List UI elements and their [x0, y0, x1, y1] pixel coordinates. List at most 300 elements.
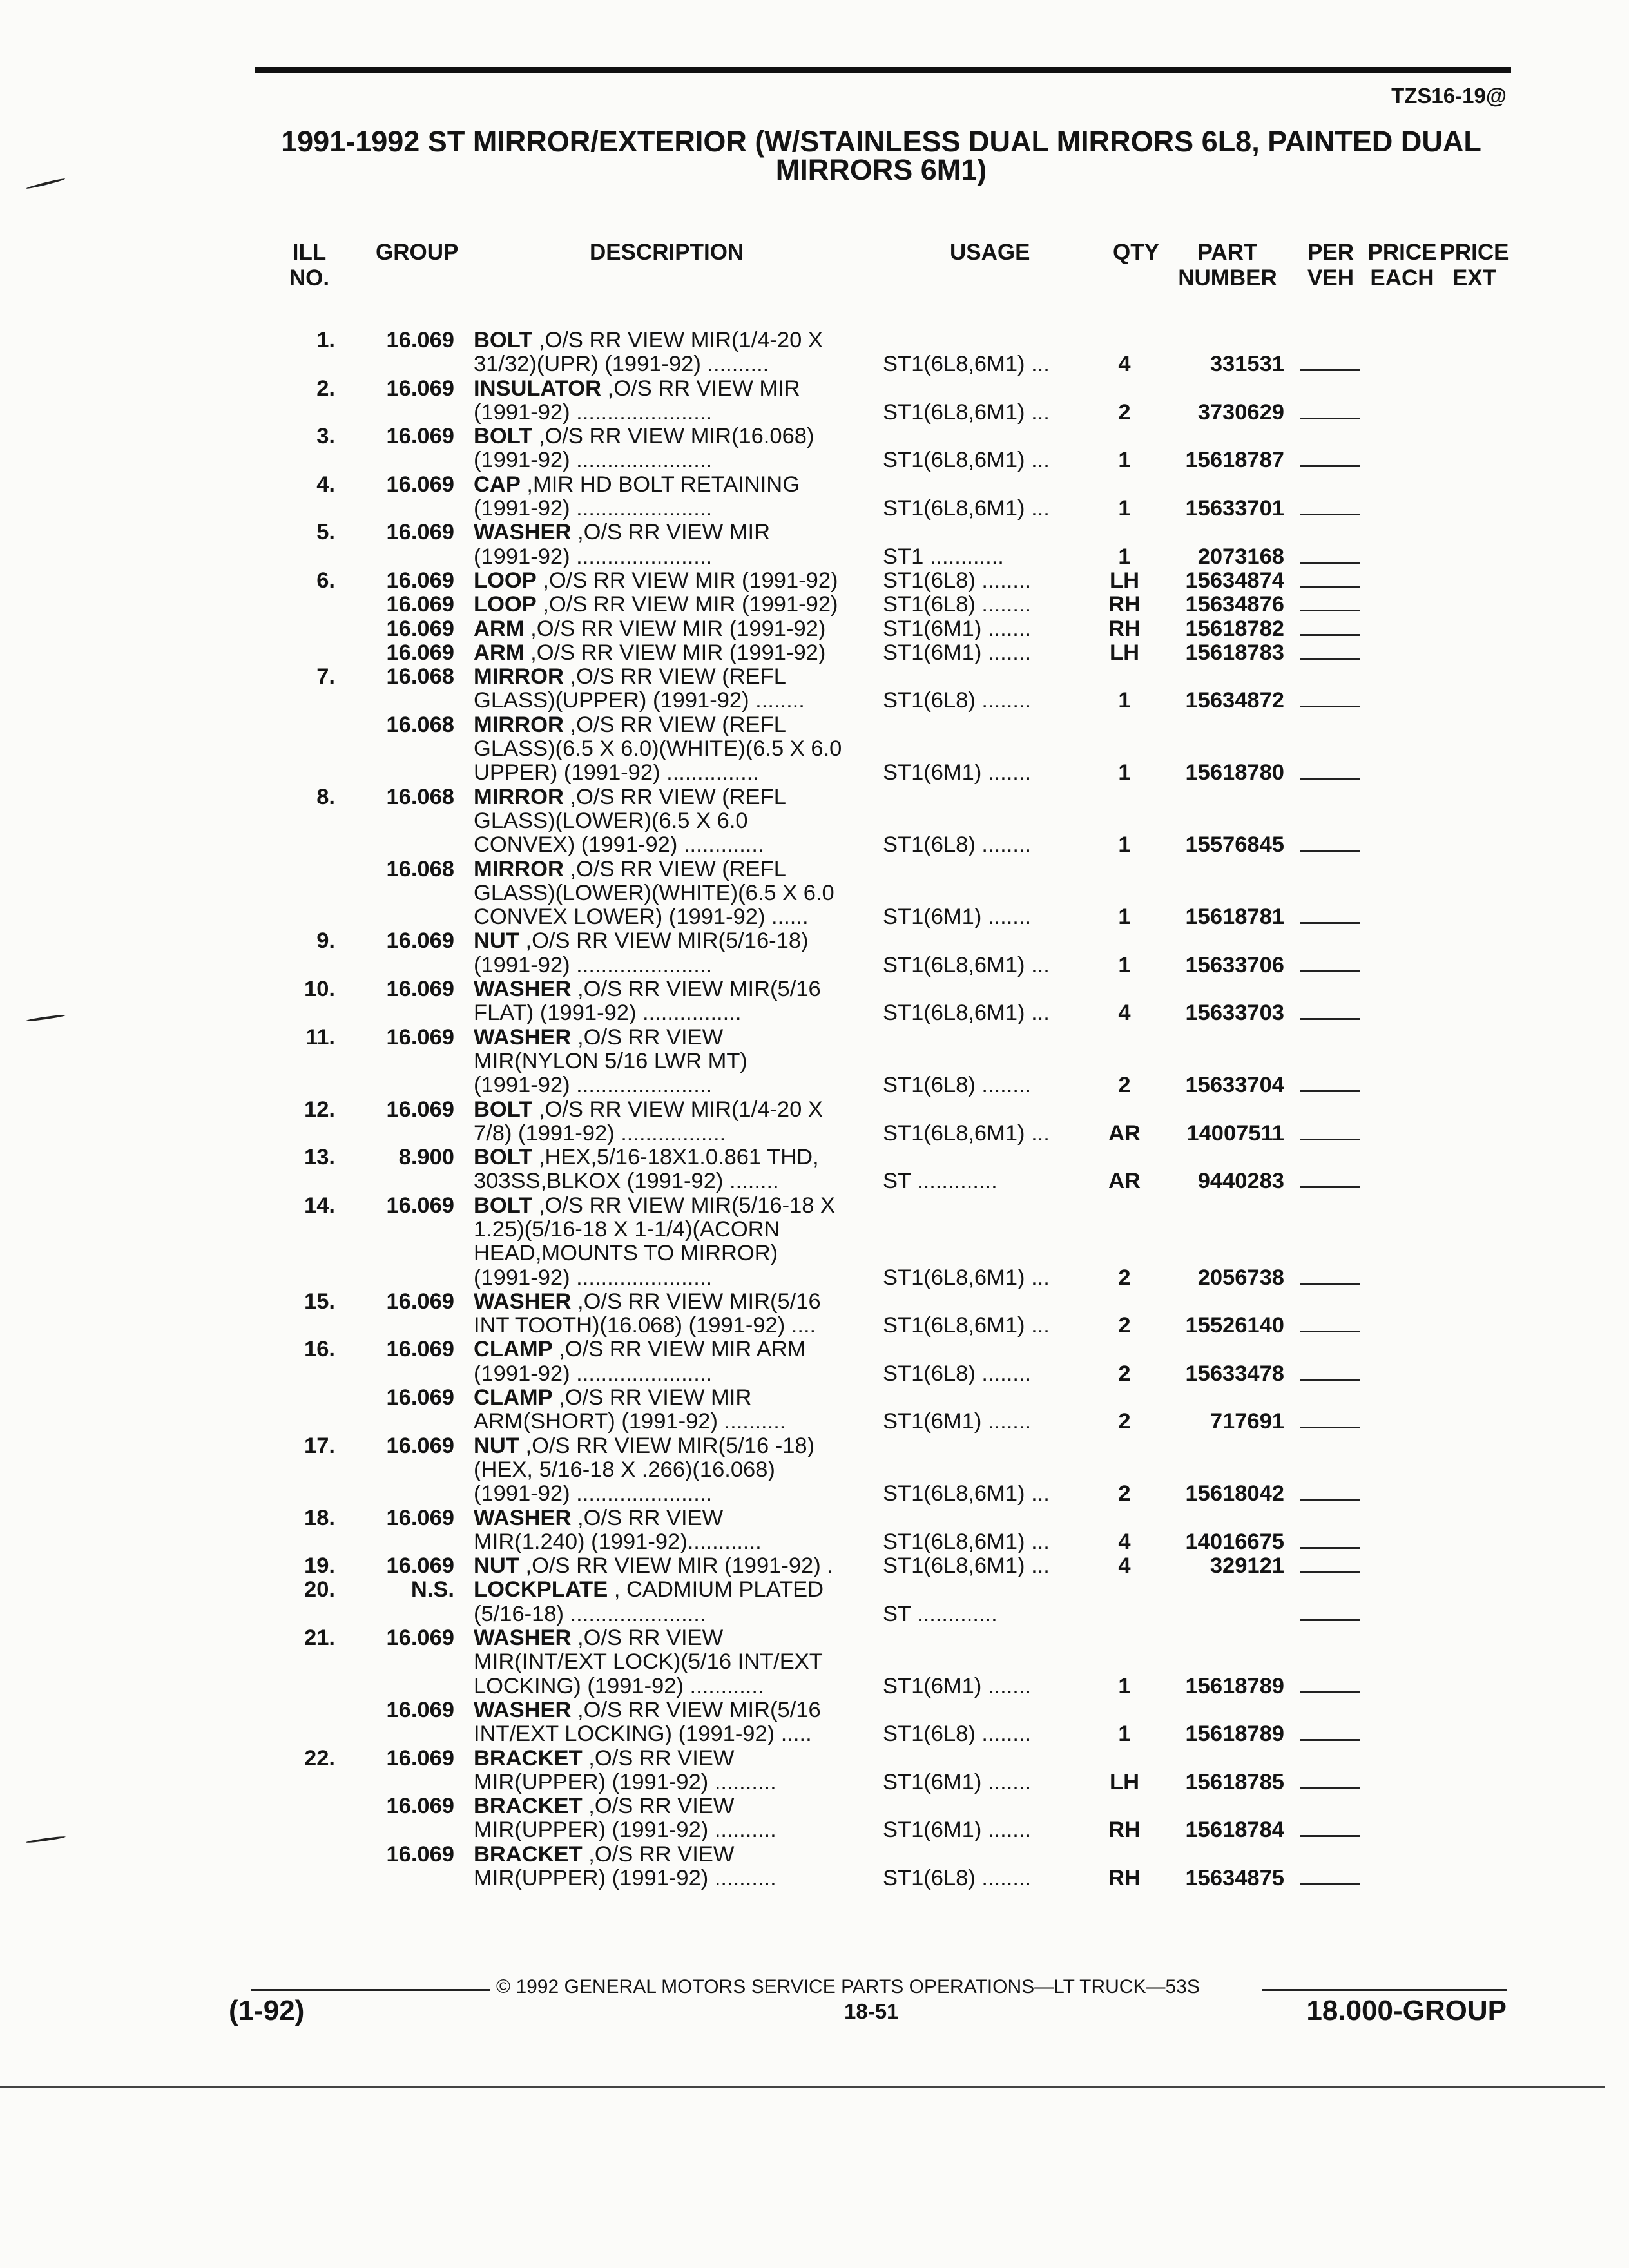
part-number: 15633478: [1185, 1361, 1284, 1386]
table-row-line: [0, 352, 1629, 376]
usage: ST1(6M1) .......: [883, 640, 1032, 665]
ill-number: 18.: [304, 1505, 335, 1530]
price-ext-blank: [1300, 617, 1360, 636]
table-row-line: [0, 1867, 1629, 1890]
description: (1991-92) ......................: [474, 400, 713, 425]
description: (1991-92) ......................: [474, 953, 713, 977]
qty: RH: [1108, 1866, 1141, 1890]
group-code: 16.069: [386, 376, 454, 401]
usage: ST1(6L8,6M1) ...: [883, 1482, 1050, 1506]
ill-number: 11.: [305, 1024, 335, 1050]
group-code: 16.069: [386, 472, 454, 497]
part-number: 15618783: [1185, 640, 1284, 665]
description: WASHER ,O/S RR VIEW MIR(5/16: [474, 977, 821, 1002]
description: (1991-92) ......................: [474, 1265, 713, 1290]
qty: 2: [1118, 1481, 1131, 1506]
usage: ST1(6L8) ........: [883, 1722, 1032, 1747]
ill-number: 8.: [316, 784, 335, 809]
price-ext-blank: [1300, 641, 1360, 660]
part-number: 15634875: [1185, 1866, 1284, 1890]
table-row-line: [0, 1218, 1629, 1242]
usage: ST1(6L8) ........: [883, 568, 1032, 593]
table-row-line: [0, 1818, 1629, 1842]
part-number: 15618784: [1185, 1818, 1284, 1843]
table-row-line: [0, 1578, 1629, 1602]
description: MIR(NYLON 5/16 LWR MT): [474, 1049, 747, 1073]
ill-number: 15.: [304, 1289, 335, 1314]
qty: 2: [1118, 1073, 1131, 1098]
table-row-line: [0, 1458, 1629, 1482]
table-row-line: [0, 1290, 1629, 1314]
description: FLAT) (1991-92) ................: [474, 1001, 742, 1026]
table-row-line: [0, 569, 1629, 593]
table-row-line: [0, 1050, 1629, 1073]
table-row-line: [0, 833, 1629, 857]
group-code: 16.069: [386, 1289, 454, 1314]
usage: ST .............: [883, 1169, 998, 1194]
part-number: 15618781: [1185, 905, 1284, 930]
ill-number: 10.: [304, 977, 335, 1002]
part-number: 15618787: [1185, 448, 1284, 473]
qty: 4: [1118, 352, 1131, 377]
table-row-line: [0, 1626, 1629, 1650]
ill-number: 3.: [316, 424, 335, 449]
group-code: 16.069: [386, 1337, 454, 1362]
table-row-line: [0, 641, 1629, 665]
description: CLAMP ,O/S RR VIEW MIR ARM: [474, 1338, 806, 1362]
description: 7/8) (1991-92) .................: [474, 1121, 726, 1146]
qty: 2: [1118, 399, 1131, 425]
usage: ST1(6L8) ........: [883, 833, 1032, 858]
table-row-line: [0, 737, 1629, 761]
table-row-line: [0, 425, 1629, 448]
part-number: 15618789: [1185, 1673, 1284, 1698]
usage: ST1(6L8,6M1) ...: [883, 1554, 1050, 1579]
description: MIRROR ,O/S RR VIEW (REFL: [474, 785, 786, 809]
description: (1991-92) ......................: [474, 448, 713, 473]
description: MIRROR ,O/S RR VIEW (REFL: [474, 713, 786, 737]
table-row-line: [0, 329, 1629, 352]
table-row-line: [0, 809, 1629, 833]
description: WASHER ,O/S RR VIEW: [474, 1025, 724, 1050]
group-code: 16.068: [386, 784, 454, 809]
usage: ST1 ............: [883, 544, 1004, 569]
description: LOCKPLATE , CADMIUM PLATED: [474, 1578, 824, 1602]
table-row-line: [0, 689, 1629, 713]
qty: 1: [1118, 905, 1131, 930]
group-code: 16.069: [386, 1745, 454, 1771]
group-code: 16.069: [386, 1505, 454, 1530]
group-code: 16.069: [386, 520, 454, 545]
description: WASHER ,O/S RR VIEW: [474, 1506, 724, 1530]
part-number: 15618789: [1185, 1722, 1284, 1747]
part-number: 329121: [1210, 1553, 1284, 1579]
part-number: 14007511: [1186, 1120, 1284, 1146]
qty: 2: [1118, 1409, 1131, 1434]
qty: LH: [1110, 640, 1139, 665]
ill-number: 1.: [316, 328, 335, 352]
table-row-line: [0, 1771, 1629, 1794]
table-row-line: [0, 593, 1629, 617]
part-number: 14016675: [1185, 1529, 1284, 1554]
table-row-line: [0, 1434, 1629, 1458]
price-ext-blank: [1300, 1169, 1360, 1188]
table-row-line: [0, 1098, 1629, 1122]
qty: RH: [1108, 1818, 1141, 1843]
group-code: 16.069: [386, 928, 454, 954]
group-code: 8.900: [398, 1145, 454, 1170]
description: BRACKET ,O/S RR VIEW: [474, 1842, 735, 1867]
description: GLASS)(UPPER) (1991-92) ........: [474, 689, 805, 713]
usage: ST1(6L8) ........: [883, 593, 1032, 617]
description: MIR(UPPER) (1991-92) ..........: [474, 1818, 776, 1843]
price-ext-blank: [1300, 761, 1360, 780]
table-row-line: [0, 401, 1629, 425]
ill-number: 21.: [304, 1626, 335, 1651]
price-ext-blank: [1300, 1410, 1360, 1428]
ill-number: 6.: [316, 568, 335, 593]
price-ext-blank: [1300, 954, 1360, 972]
table-row-line: [0, 713, 1629, 737]
usage: ST1(6L8,6M1) ...: [883, 1314, 1050, 1338]
price-ext-blank: [1300, 1266, 1360, 1285]
group-code: 16.069: [386, 1097, 454, 1122]
group-code: 16.069: [386, 424, 454, 449]
description: BOLT ,O/S RR VIEW MIR(1/4-20 X: [474, 1097, 823, 1122]
col-group: GROUP: [376, 240, 459, 265]
price-ext-blank: [1300, 1722, 1360, 1741]
table-row-line: [0, 929, 1629, 953]
usage: ST1(6L8,6M1) ...: [883, 953, 1050, 977]
group-code: 16.069: [386, 568, 454, 593]
table-row-line: [0, 905, 1629, 929]
group-code: 16.068: [386, 856, 454, 881]
group-code: 16.069: [386, 1794, 454, 1819]
description: GLASS)(LOWER)(WHITE)(6.5 X 6.0: [474, 881, 834, 905]
description: NUT ,O/S RR VIEW MIR(5/16-18): [474, 929, 809, 954]
qty: 4: [1118, 1553, 1131, 1579]
group-code: 16.069: [386, 1193, 454, 1218]
price-ext-blank: [1300, 497, 1360, 515]
usage: ST1(6L8,6M1) ...: [883, 1001, 1050, 1026]
ill-number: 4.: [316, 472, 335, 497]
description: 1.25)(5/16-18 X 1-1/4)(ACORN: [474, 1217, 780, 1242]
usage: ST1(6L8,6M1) ...: [883, 1530, 1050, 1554]
table-row-line: [0, 1194, 1629, 1218]
table-row-line: [0, 377, 1629, 401]
usage: ST1(6L8) ........: [883, 1073, 1032, 1098]
table-row-line: [0, 521, 1629, 544]
price-ext-blank: [1300, 1530, 1360, 1549]
table-row-line: [0, 1794, 1629, 1818]
group-code: 16.069: [386, 1024, 454, 1050]
price-ext-blank: [1300, 545, 1360, 564]
part-number: 9440283: [1197, 1169, 1284, 1194]
footer-rule-left: [251, 1989, 490, 1991]
group-code: 16.069: [386, 1626, 454, 1651]
description: BOLT ,O/S RR VIEW MIR(1/4-20 X: [474, 329, 823, 352]
qty: 2: [1118, 1361, 1131, 1386]
part-number: 15526140: [1185, 1313, 1284, 1338]
price-ext-blank: [1300, 1362, 1360, 1381]
description: INT TOOTH)(16.068) (1991-92) ....: [474, 1314, 816, 1338]
group-code: 16.069: [386, 1697, 454, 1722]
table-row-line: [0, 1843, 1629, 1867]
table-row-line: [0, 1675, 1629, 1698]
table-row-line: [0, 665, 1629, 689]
part-number: 15634876: [1185, 592, 1284, 617]
ill-number: 20.: [304, 1577, 335, 1602]
ill-number: 12.: [304, 1097, 335, 1122]
description: NUT ,O/S RR VIEW MIR(5/16 -18): [474, 1434, 815, 1458]
table-row-line: [0, 545, 1629, 569]
qty: LH: [1110, 1769, 1139, 1794]
price-ext-blank: [1300, 569, 1360, 588]
price-ext-blank: [1300, 905, 1360, 924]
description: GLASS)(6.5 X 6.0)(WHITE)(6.5 X 6.0: [474, 737, 842, 762]
part-number: 15576845: [1185, 832, 1284, 858]
col-qty: QTY: [1113, 240, 1159, 265]
price-ext-blank: [1300, 1554, 1360, 1573]
description: (1991-92) ......................: [474, 1361, 713, 1386]
table-row-line: [0, 1242, 1629, 1265]
table-row-line: [0, 1554, 1629, 1578]
price-ext-blank: [1300, 689, 1360, 707]
description: (1991-92) ......................: [474, 544, 713, 569]
qty: RH: [1108, 592, 1141, 617]
price-ext-blank: [1300, 401, 1360, 419]
qty: 1: [1118, 544, 1131, 569]
qty: AR: [1108, 1120, 1141, 1146]
usage: ST1(6M1) .......: [883, 1770, 1032, 1794]
qty: 4: [1118, 1529, 1131, 1554]
table-row-line: [0, 473, 1629, 497]
table-row-line: [0, 1266, 1629, 1290]
doc-code: TZS16-19@: [1391, 84, 1507, 108]
group-code: 16.069: [386, 1433, 454, 1458]
col-per-veh: PER VEH: [1307, 240, 1354, 291]
description: BRACKET ,O/S RR VIEW: [474, 1746, 735, 1771]
table-row-line: [0, 761, 1629, 785]
part-number: 15618042: [1185, 1481, 1284, 1506]
usage: ST1(6L8,6M1) ...: [883, 1121, 1050, 1146]
qty: AR: [1108, 1169, 1141, 1194]
qty: 2: [1118, 1265, 1131, 1290]
price-ext-blank: [1300, 1818, 1360, 1837]
group-code: 16.068: [386, 712, 454, 737]
ill-number: 22.: [304, 1745, 335, 1771]
col-price-each: PRICE EACH: [1367, 240, 1437, 291]
description: GLASS)(LOWER)(6.5 X 6.0: [474, 809, 748, 833]
table-row-line: [0, 1362, 1629, 1386]
description: INSULATOR ,O/S RR VIEW MIR: [474, 376, 800, 401]
table-row-line: [0, 617, 1629, 641]
table-row-line: [0, 1602, 1629, 1626]
description: WASHER ,O/S RR VIEW: [474, 1626, 724, 1651]
qty: 2: [1118, 1313, 1131, 1338]
description: WASHER ,O/S RR VIEW MIR: [474, 521, 771, 545]
group-code: 16.069: [386, 1385, 454, 1410]
description: 303SS,BLKOX (1991-92) ........: [474, 1169, 779, 1194]
ill-number: 7.: [316, 664, 335, 689]
table-row-line: [0, 1722, 1629, 1746]
usage: ST1(6M1) .......: [883, 1674, 1032, 1698]
description: (HEX, 5/16-18 X .266)(16.068): [474, 1457, 775, 1482]
description: LOCKING) (1991-92) ............: [474, 1674, 764, 1698]
group-code: 16.069: [386, 1841, 454, 1867]
table-row-line: [0, 1146, 1629, 1169]
part-number: 15634872: [1185, 688, 1284, 713]
usage: ST1(6L8,6M1) ...: [883, 497, 1050, 521]
table-row-line: [0, 497, 1629, 521]
ill-number: 16.: [304, 1337, 335, 1362]
binder-mark: [26, 178, 65, 190]
description: MIR(UPPER) (1991-92) ..........: [474, 1867, 776, 1890]
usage: ST1(6L8,6M1) ...: [883, 1265, 1050, 1290]
usage: ST1(6L8,6M1) ...: [883, 400, 1050, 425]
price-ext-blank: [1300, 1314, 1360, 1332]
usage: ST1(6M1) .......: [883, 761, 1032, 785]
table-row-line: [0, 858, 1629, 881]
table-row-line: [0, 785, 1629, 809]
group-code: 16.069: [386, 640, 454, 665]
col-part-number: PART NUMBER: [1178, 240, 1277, 291]
description: MIRROR ,O/S RR VIEW (REFL: [474, 665, 786, 689]
part-number: 15633706: [1185, 952, 1284, 977]
table-row-line: [0, 1747, 1629, 1771]
description: 31/32)(UPR) (1991-92) ..........: [474, 352, 769, 377]
description: WASHER ,O/S RR VIEW MIR(5/16: [474, 1289, 821, 1314]
description: CONVEX) (1991-92) .............: [474, 833, 764, 858]
description: ARM ,O/S RR VIEW MIR (1991-92): [474, 617, 826, 641]
table-row-line: [0, 954, 1629, 977]
part-number: 15633701: [1185, 496, 1284, 521]
table-row-line: [0, 1169, 1629, 1193]
table-row-line: [0, 1001, 1629, 1025]
table-row-line: [0, 448, 1629, 472]
table-row-line: [0, 1338, 1629, 1361]
table-row-line: [0, 1530, 1629, 1554]
description: MIR(INT/EXT LOCK)(5/16 INT/EXT: [474, 1650, 823, 1675]
group-code: 16.069: [386, 616, 454, 641]
price-ext-blank: [1300, 1001, 1360, 1020]
footer-rule-right: [1262, 1989, 1507, 1991]
part-number: 15618780: [1185, 760, 1284, 785]
description: CAP ,MIR HD BOLT RETAINING: [474, 472, 800, 497]
description: BOLT ,O/S RR VIEW MIR(5/16-18 X: [474, 1193, 836, 1218]
usage: ST1(6L8) ........: [883, 1867, 1032, 1890]
usage: ST1(6L8) ........: [883, 689, 1032, 713]
table-row-line: [0, 1314, 1629, 1338]
ill-number: 13.: [304, 1145, 335, 1170]
price-ext-blank: [1300, 833, 1360, 852]
price-ext-blank: [1300, 593, 1360, 611]
page-number: 18-51: [844, 1999, 899, 2023]
table-row-line: [0, 1026, 1629, 1050]
part-number: 3730629: [1197, 399, 1284, 425]
table-row-line: [0, 1386, 1629, 1410]
usage: ST1(6L8,6M1) ...: [883, 448, 1050, 473]
usage: ST1(6M1) .......: [883, 1818, 1032, 1843]
group-code: 16.068: [386, 664, 454, 689]
description: BOLT ,O/S RR VIEW MIR(16.068): [474, 425, 815, 449]
description: MIR(1.240) (1991-92)............: [474, 1530, 762, 1554]
ill-number: 17.: [304, 1433, 335, 1458]
part-number: 2073168: [1197, 544, 1284, 569]
title-line-2: MIRRORS 6M1): [775, 153, 987, 186]
group-code: 16.069: [386, 977, 454, 1002]
edition-date: (1-92): [229, 1995, 305, 2026]
top-rule: [255, 67, 1511, 73]
group-code: 16.069: [386, 1553, 454, 1579]
qty: 1: [1118, 688, 1131, 713]
ill-number: 19.: [304, 1553, 335, 1579]
table-row-line: [0, 1410, 1629, 1434]
table-row-line: [0, 881, 1629, 905]
description: INT/EXT LOCKING) (1991-92) .....: [474, 1722, 812, 1747]
description: MIR(UPPER) (1991-92) ..........: [474, 1770, 776, 1794]
bottom-rule: [0, 2086, 1605, 2088]
description: ARM ,O/S RR VIEW MIR (1991-92): [474, 640, 826, 665]
price-ext-blank: [1300, 1867, 1360, 1885]
price-ext-blank: [1300, 448, 1360, 467]
title-line-1: 1991-1992 ST MIRROR/EXTERIOR (W/STAINLESS DUAL MIRRORS 6L8, PAINTED DUAL: [281, 125, 1481, 158]
description: CLAMP ,O/S RR VIEW MIR: [474, 1386, 752, 1410]
col-ill: ILL NO.: [289, 240, 330, 291]
col-description: DESCRIPTION: [590, 240, 744, 265]
description: BOLT ,HEX,5/16-18X1.0.861 THD,: [474, 1146, 819, 1170]
group-code: 16.069: [386, 592, 454, 617]
group-label: 18.000-GROUP: [1306, 1995, 1507, 2026]
description: MIRROR ,O/S RR VIEW (REFL: [474, 857, 786, 881]
ill-number: 5.: [316, 520, 335, 545]
qty: 1: [1118, 1722, 1131, 1747]
usage: ST1(6M1) .......: [883, 905, 1032, 930]
group-code: N.S.: [410, 1577, 454, 1602]
price-ext-blank: [1300, 1122, 1360, 1140]
price-ext-blank: [1300, 352, 1360, 371]
description: LOOP ,O/S RR VIEW MIR (1991-92): [474, 568, 838, 593]
qty: 1: [1118, 832, 1131, 858]
page-title: [245, 125, 1518, 186]
ill-number: 14.: [304, 1193, 335, 1218]
group-code: 16.069: [386, 328, 454, 352]
part-number: 717691: [1210, 1409, 1284, 1434]
table-row-line: [0, 1650, 1629, 1674]
usage: ST1(6L8) ........: [883, 1361, 1032, 1386]
qty: 1: [1118, 952, 1131, 977]
description: NUT ,O/S RR VIEW MIR (1991-92) .: [474, 1554, 833, 1579]
ill-number: 2.: [316, 376, 335, 401]
ill-number: 9.: [316, 928, 335, 954]
parts-table: [0, 329, 1629, 1890]
qty: RH: [1108, 616, 1141, 641]
description: WASHER ,O/S RR VIEW MIR(5/16: [474, 1698, 821, 1722]
price-ext-blank: [1300, 1602, 1360, 1621]
qty: 1: [1118, 760, 1131, 785]
table-row-line: [0, 1073, 1629, 1097]
part-number: 15634874: [1185, 568, 1284, 593]
qty: 1: [1118, 1673, 1131, 1698]
copyright: © 1992 GENERAL MOTORS SERVICE PARTS OPERATIONS—LT TRUCK—53S: [496, 1976, 1200, 1997]
price-ext-blank: [1300, 1771, 1360, 1789]
description: BRACKET ,O/S RR VIEW: [474, 1794, 735, 1819]
description: (1991-92) ......................: [474, 497, 713, 521]
description: LOOP ,O/S RR VIEW MIR (1991-92): [474, 593, 838, 617]
usage: ST .............: [883, 1602, 998, 1626]
table-row-line: [0, 1506, 1629, 1530]
usage: ST1(6L8,6M1) ...: [883, 352, 1050, 377]
